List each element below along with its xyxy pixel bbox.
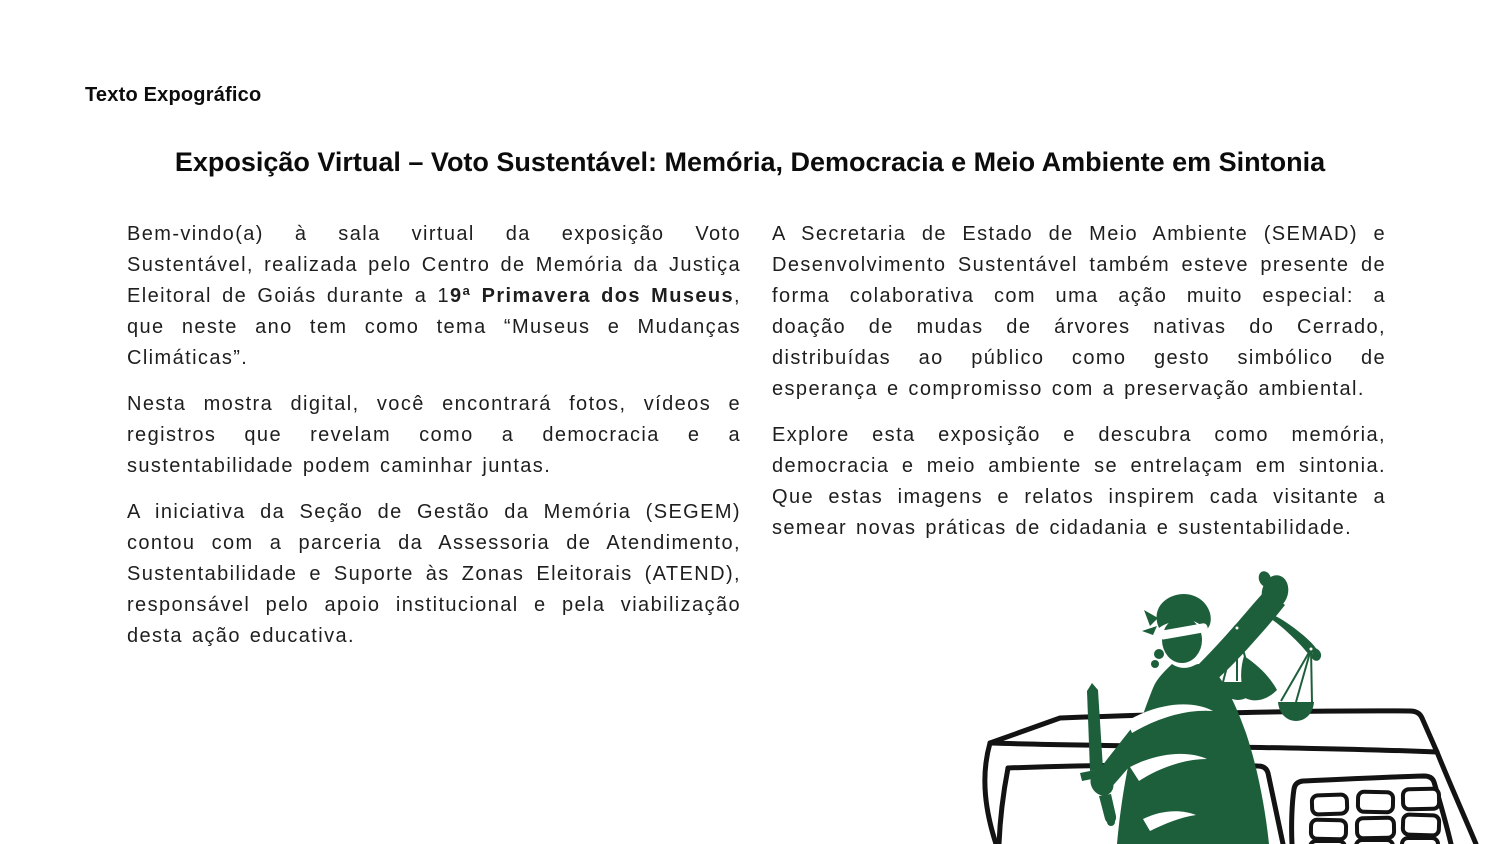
paragraph-mostra-digital: Nesta mostra digital, você encontrará fotos, vídeos e registros que revelam como a democracia e a sustentabilidade podem caminhar juntas. bbox=[127, 393, 741, 477]
sword-crossguard bbox=[1080, 766, 1117, 781]
keypad-button bbox=[1403, 789, 1439, 810]
keypad-button bbox=[1311, 820, 1346, 840]
left-column bbox=[127, 219, 741, 667]
keypad-button bbox=[1356, 840, 1393, 844]
machine-top-edge bbox=[990, 711, 1437, 752]
figure-left-hand bbox=[1086, 766, 1118, 800]
keypad-buttons bbox=[1310, 789, 1439, 844]
figure-body bbox=[1117, 664, 1269, 844]
machine-left-edge bbox=[985, 743, 996, 844]
machine-front-edge bbox=[990, 743, 1437, 752]
sword-pommel bbox=[1107, 818, 1115, 826]
sword-blade bbox=[1087, 683, 1103, 771]
machine-screen-left-edge bbox=[999, 768, 1008, 844]
keypad-button bbox=[1312, 794, 1348, 814]
text-columns bbox=[127, 219, 1386, 667]
paragraph-text: , que neste ano tem como tema “Museus e Mudanças Climáticas”. bbox=[127, 285, 742, 369]
right-column bbox=[772, 219, 1386, 667]
machine-screen-outline bbox=[1008, 765, 1283, 844]
keypad-button bbox=[1403, 814, 1440, 835]
keypad-button bbox=[1402, 838, 1438, 844]
paragraph-welcome bbox=[127, 219, 741, 374]
scale-pan-right bbox=[1278, 702, 1314, 721]
machine-right-edge bbox=[1437, 752, 1476, 844]
scale-pan-left bbox=[1221, 682, 1255, 700]
robe-highlight bbox=[1130, 754, 1207, 781]
paragraph-text: Bem-vindo(a) à sala virtual da exposição Voto Sustentável, realizada pelo Centro de Memória da Justiça Eleitoral de Goiás durante a 1 bbox=[127, 223, 741, 307]
sword-grip bbox=[1099, 794, 1116, 824]
paragraph-bold-text: 9ª Primavera dos Museus bbox=[450, 285, 735, 307]
page-kicker: Texto Expográfico bbox=[85, 84, 262, 106]
paragraph-iniciativa: A iniciativa da Seção de Gestão da Memória (SEGEM) contou com a parceria da Assessoria de Atendimento, Sustentabilidade e Suporte às Zonas Eleitorais (ATEND), responsável pelo apoio institucional e pela viabilização desta ação educativa. bbox=[127, 501, 741, 647]
robe-highlight bbox=[1143, 811, 1196, 831]
keypad-button bbox=[1357, 818, 1394, 839]
paragraph-explore: Explore esta exposição e descubra como memória, democracia e meio ambiente se entrelaçam em sintonia. Que estas imagens e relatos inspirem cada visitante a semear novas práticas de cidadania e sustentabilidade. bbox=[772, 424, 1386, 539]
robe-highlight bbox=[1127, 704, 1213, 733]
machine-keypad-outline bbox=[1292, 776, 1451, 844]
figure-left-arm bbox=[1096, 697, 1168, 790]
page-title: Exposição Virtual – Voto Sustentável: Memória, Democracia e Meio Ambiente em Sintonia bbox=[174, 147, 1326, 177]
keypad-button bbox=[1358, 792, 1393, 813]
paragraph-semad: A Secretaria de Estado de Meio Ambiente (SEMAD) e Desenvolvimento Sustentável também esteve presente de forma colaborativa com uma ação muito especial: a doação de mudas de árvores nativas do Cerrado, distribuídas ao público como gesto simbólico de esperança e compromisso com a preservação ambiental. bbox=[772, 223, 1386, 400]
voting-machine-sketch bbox=[985, 711, 1476, 844]
